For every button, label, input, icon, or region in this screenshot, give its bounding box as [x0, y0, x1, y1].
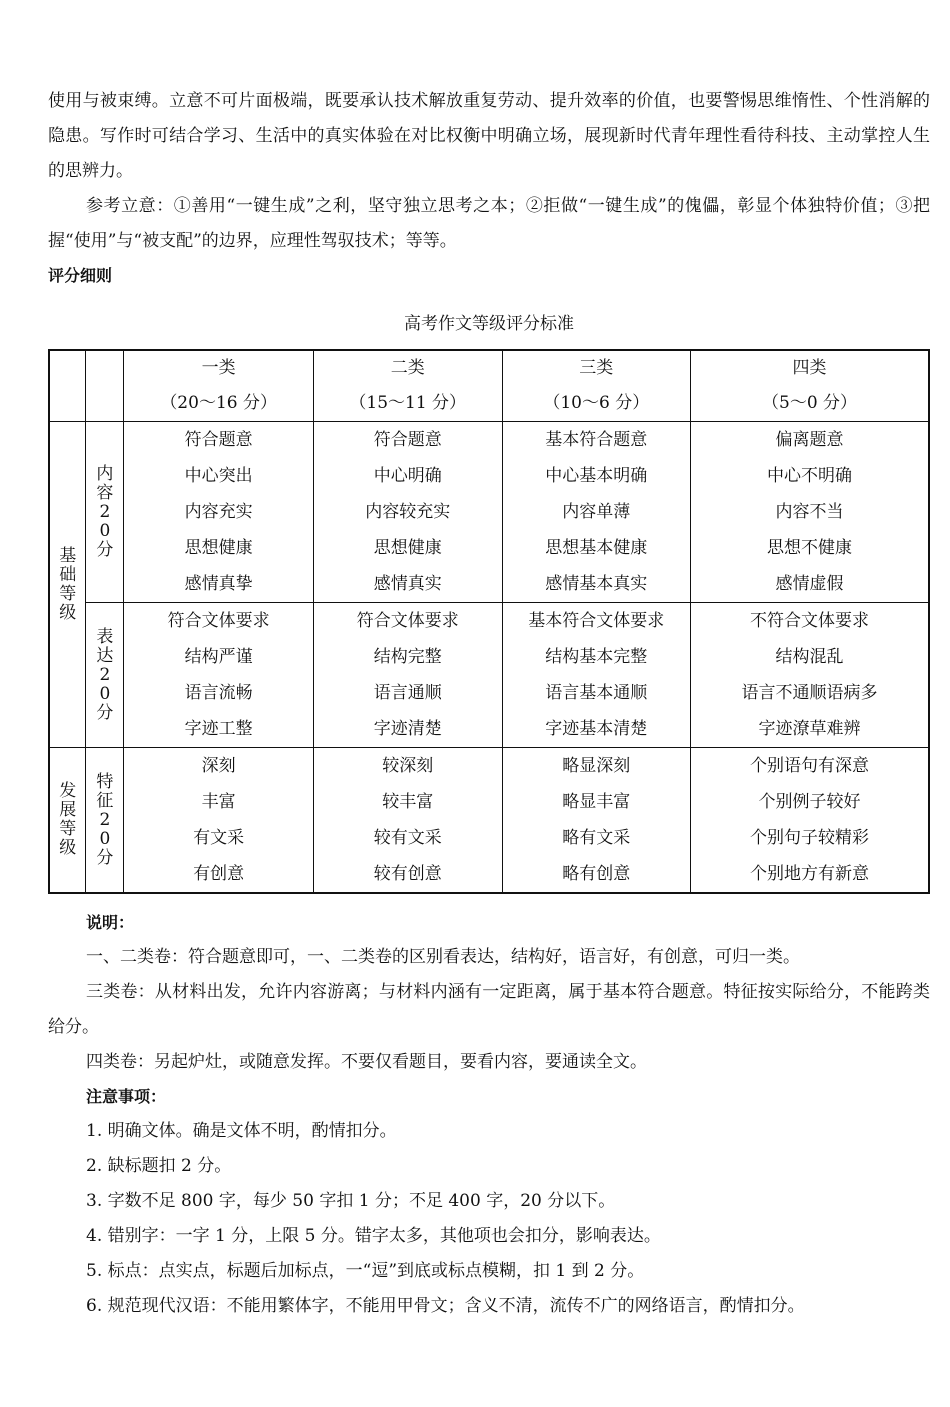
content-class-2: 符合题意 中心明确 内容较充实 思想健康 感情真实: [313, 422, 502, 603]
content-row: [49, 422, 929, 603]
header-empty-2: [86, 350, 124, 422]
feature-class-3: 略显深刻 略显丰富 略有文采 略有创意: [502, 748, 691, 894]
note-1: 一、二类卷：符合题意即可，一、二类卷的区别看表达，结构好，语言好，有创意，可归一类。: [86, 947, 800, 967]
header-empty-1: [49, 350, 86, 422]
table-title: 高考作文等级评分标准: [404, 314, 574, 334]
feature-class-2: 较深刻 较丰富 较有文采 较有创意: [313, 748, 502, 894]
page-content: [48, 84, 930, 1324]
attention-item-6: 6. 规范现代汉语：不能用繁体字，不能用甲骨文；含义不清，流传不广的网络语言，酌情扣分。: [86, 1296, 805, 1316]
table-header-row: [49, 350, 929, 422]
attention-item-3: 3. 字数不足 800 字，每少 50 字扣 1 分；不足 400 字，20 分以下。: [86, 1191, 616, 1211]
attention-item-1: 1. 明确文体。确是文体不明，酌情扣分。: [86, 1121, 397, 1141]
attention-item-5: 5. 标点：点实点，标题后加标点，一“逗”到底或标点模糊，扣 1 到 2 分。: [86, 1261, 645, 1281]
group-basic: 基础等级: [49, 422, 86, 748]
expression-class-4: 不符合文体要求 结构混乱 语言不通顺语病多 字迹潦草难辨: [691, 603, 929, 748]
row-label-feature: 特征20分: [86, 748, 124, 894]
content-class-3: 基本符合题意 中心基本明确 内容单薄 思想基本健康 感情基本真实: [502, 422, 691, 603]
feature-class-4: 个别语句有深意 个别例子较好 个别句子较精彩 个别地方有新意: [691, 748, 929, 894]
expression-class-2: 符合文体要求 结构完整 语言通顺 字迹清楚: [313, 603, 502, 748]
attention-item-2: 2. 缺标题扣 2 分。: [86, 1156, 232, 1176]
grading-table: [48, 349, 930, 894]
attention-title: 注意事项：: [86, 1087, 167, 1106]
content-class-1: 符合题意 中心突出 内容充实 思想健康 感情真挚: [124, 422, 314, 603]
intro-paragraph-2: 参考立意：①善用“一键生成”之利，坚守独立思考之本；②拒做“一键生成”的傀儡，彰显个体独特价值；③把握“使用”与“被支配”的边界，应理性驾驭技术；等等。: [48, 196, 930, 251]
expression-class-3: 基本符合文体要求 结构基本完整 语言基本通顺 字迹基本清楚: [502, 603, 691, 748]
group-development: 发展等级: [49, 748, 86, 894]
intro-paragraph-1: 使用与被束缚。立意不可片面极端，既要承认技术解放重复劳动、提升效率的价值，也要警惕思维惰性、个性消解的隐患。写作时可结合学习、生活中的真实体验在对比权衡中明确立场，展现新时代青年理性看待科技、主动掌控人生的思辨力。: [48, 91, 930, 181]
feature-class-1: 深刻 丰富 有文采 有创意: [124, 748, 314, 894]
expression-row: [49, 603, 929, 748]
feature-row: [49, 748, 929, 894]
note-3: 四类卷：另起炉灶，或随意发挥。不要仅看题目，要看内容，要通读全文。: [86, 1052, 647, 1072]
notes-title: 说明：: [86, 913, 135, 932]
section-title: 评分细则: [48, 266, 113, 285]
attention-item-4: 4. 错别字：一字 1 分，上限 5 分。错字太多，其他项也会扣分，影响表达。: [86, 1226, 661, 1246]
header-class-4: 四类 （5～0 分）: [691, 350, 929, 422]
expression-class-1: 符合文体要求 结构严谨 语言流畅 字迹工整: [124, 603, 314, 748]
header-class-2: 二类 （15～11 分）: [313, 350, 502, 422]
note-2: 三类卷：从材料出发，允许内容游离；与材料内涵有一定距离，属于基本符合题意。特征按实际给分，不能跨类给分。: [48, 982, 930, 1037]
header-class-3: 三类 （10～6 分）: [502, 350, 691, 422]
row-label-expression: 表达20分: [86, 603, 124, 748]
header-class-1: 一类 （20～16 分）: [124, 350, 314, 422]
row-label-content: 内容20分: [86, 422, 124, 603]
content-class-4: 偏离题意 中心不明确 内容不当 思想不健康 感情虚假: [691, 422, 929, 603]
